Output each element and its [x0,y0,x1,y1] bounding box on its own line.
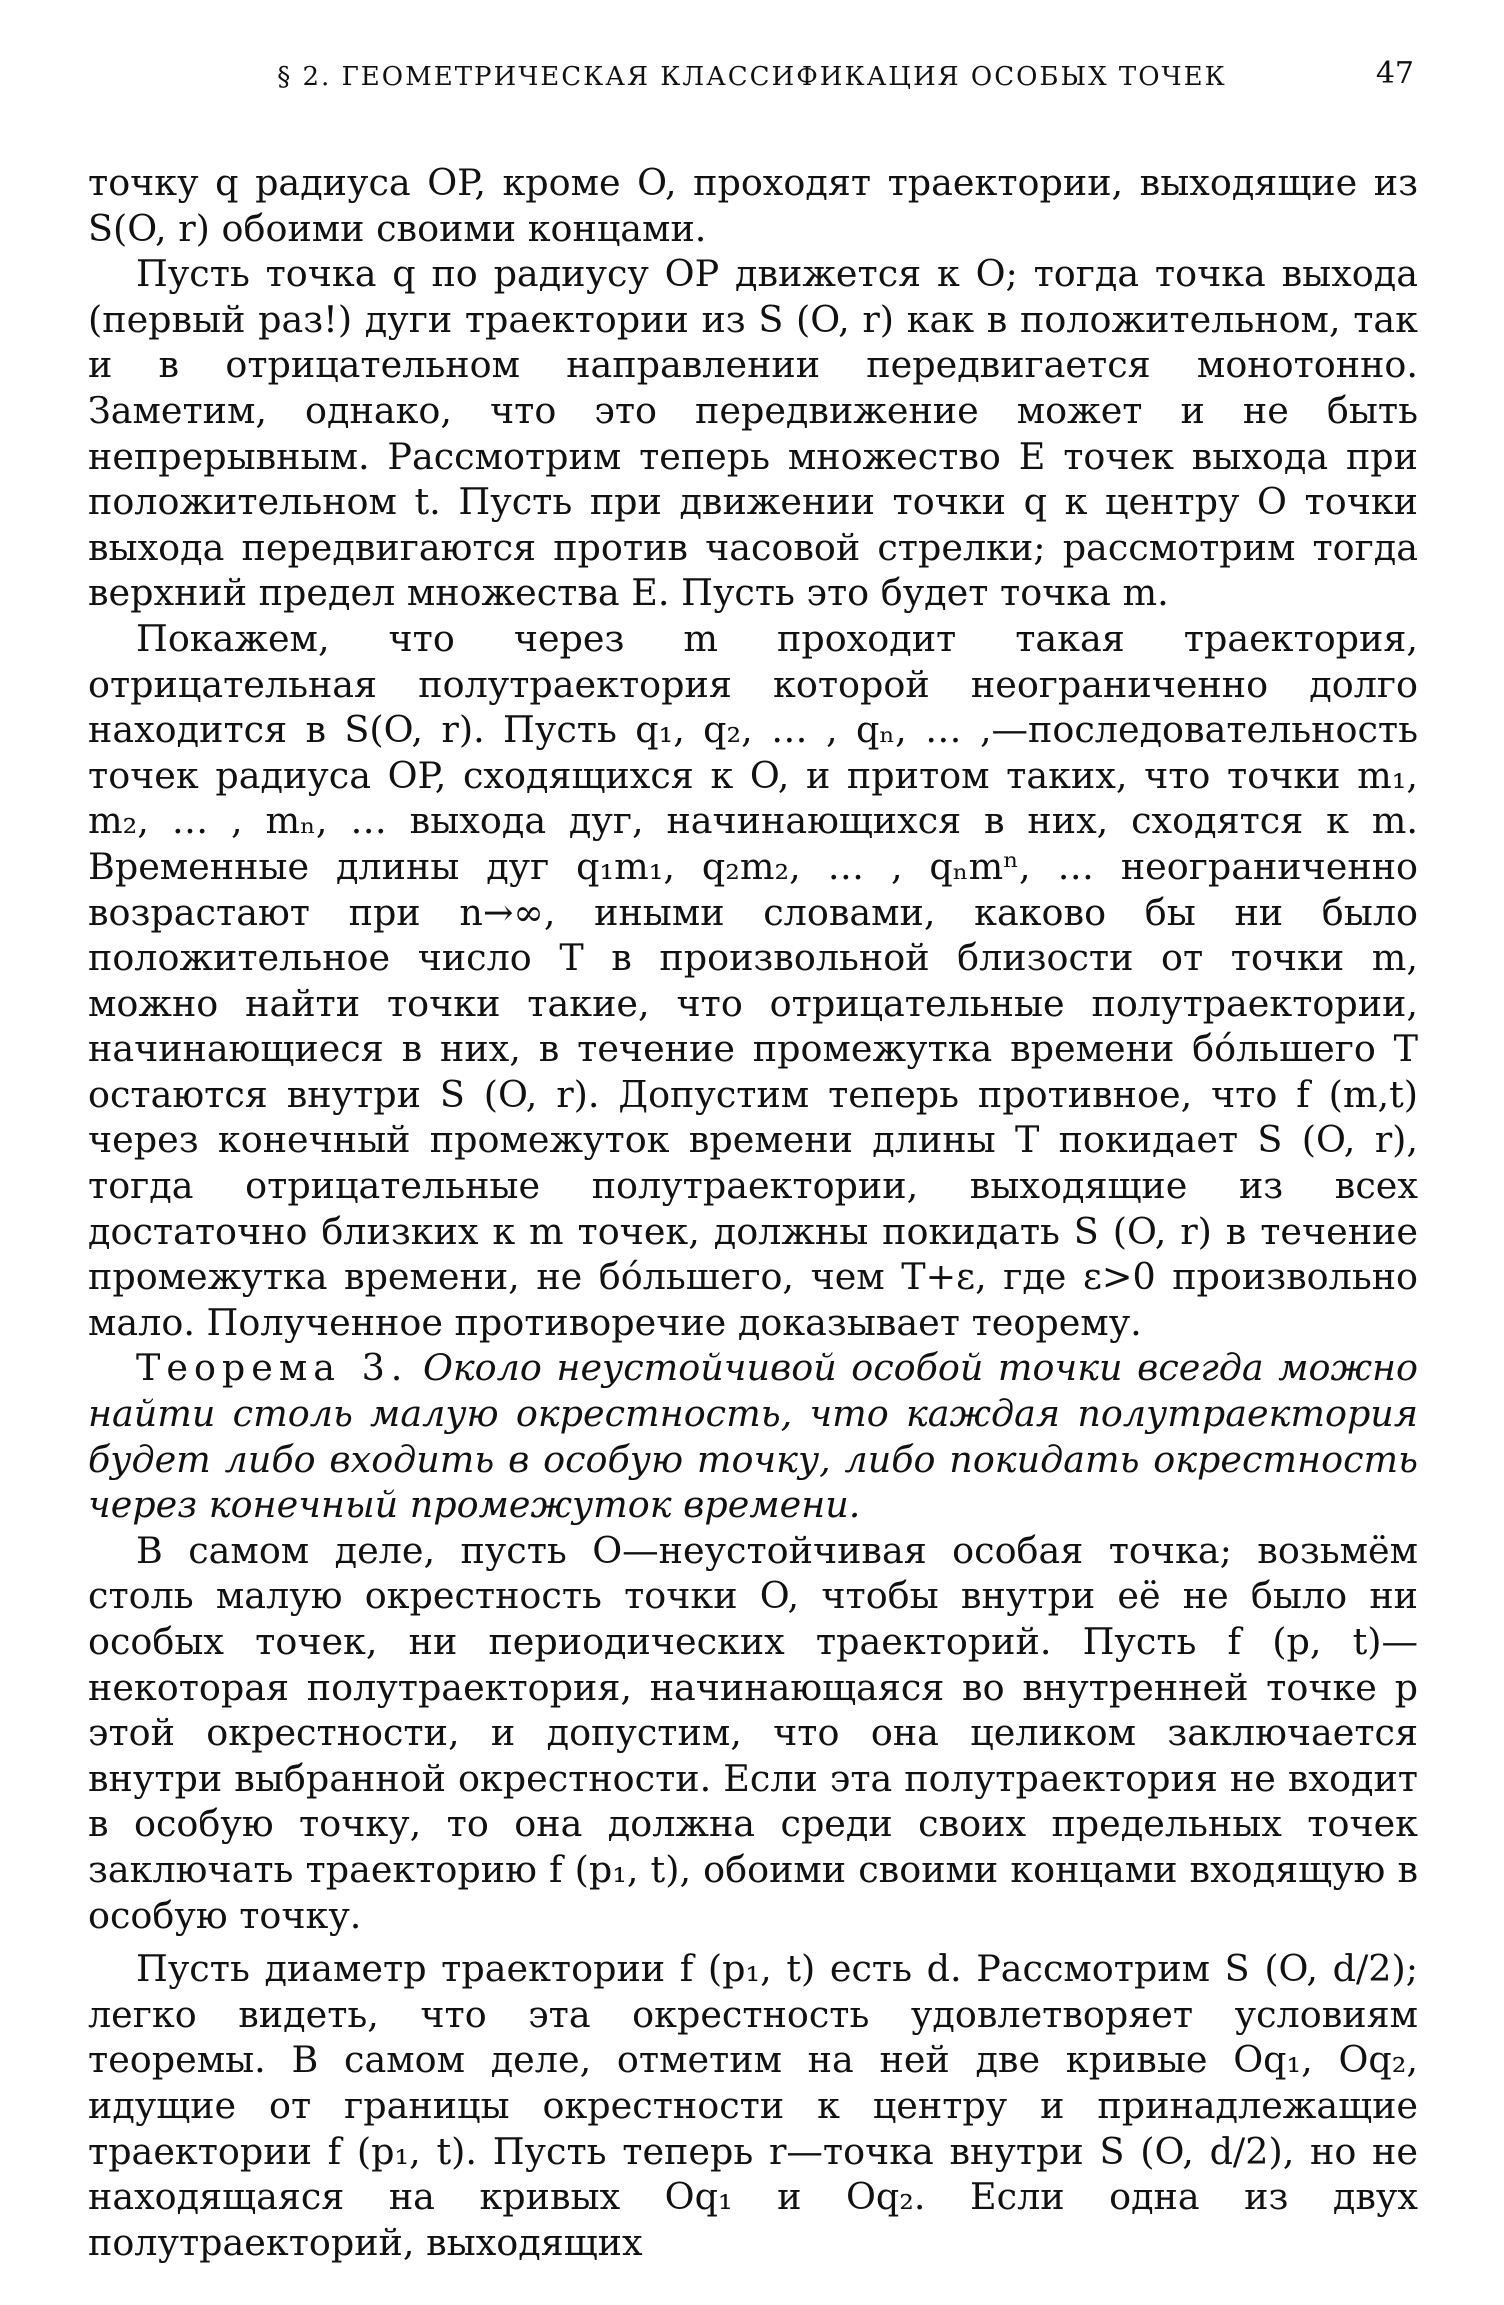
paragraph-exit-point: Пусть точка q по радиусу OP движется к O; тогда точка выхода (первый раз!) дуги траектории из S (O, r) как в положительном, так и в отрицательном направлении передвигается монотонно. Заметим, однако, что это передвижение может и не быть непрерывным. Рассмотрим теперь множество E точек выхода при положительном t. Пусть при движении точки q к центру O точки выхода передвигаются против часовой стрелки; рассмотрим тогда верхний предел множества E. Пусть это будет точка m. [88,252,1418,615]
theorem-statement: Около неустойчивой особой точки всегда можно найти столь малую окрестность, что каждая полутраектория будет либо входить в особую точку, либо покидать окрестность через конечный промежуток времени. [88,1346,1418,1527]
page-number: 47 [1375,56,1414,91]
page-body [88,160,1418,2265]
paragraph-theorem-proof: В самом деле, пусть O—неустойчивая особая точка; возьмём столь малую окрестность точки O, чтобы внутри её не было ни особых точек, ни периодических траекторий. Пусть f (p, t)—некоторая полутраектория, начинающаяся во внутренней точке p этой окрестности, и допустим, что она целиком заключается внутри выбранной окрестности. Если эта полутраектория не входит в особую точку, то она должна среди своих предельных точек заключать траекторию f (p₁, t), обоими своими концами входящую в особую точку. [88,1528,1418,1937]
theorem-label: Теорема 3. [136,1346,409,1390]
paragraph-diameter: Пусть диаметр траектории f (p₁, t) есть d. Рассмотрим S (O, d/2); легко видеть, что эта окрестность удовлетворяет условиям теоремы. В самом деле, отметим на ней две кривые Oq₁, Oq₂, идущие от границы окрестности к центру и принадлежащие траектории f (p₁, t). Пусть теперь r—точка внутри S (O, d/2), но не находящаяся на кривых Oq₁ и Oq₂. Если одна из двух полутраекторий, выходящих [88,1947,1418,2264]
chapter-section-title: § 2. ГЕОМЕТРИЧЕСКАЯ КЛАССИФИКАЦИЯ ОСОБЫХ ТОЧЕК [277,62,1227,92]
theorem-3 [88,1345,1418,1527]
paragraph-continuation: точку q радиуса OP, кроме O, проходят траектории, выходящие из S(O, r) обоими своими концами. [88,161,1418,250]
paragraph-proof: Покажем, что через m проходит такая траектория, отрицательная полутраектория которой неограниченно долго находится в S(O, r). Пусть q₁, q₂, … , qₙ, … ,—последовательность точек радиуса OP, сходящихся к O, и притом таких, что точки m₁, m₂, … , mₙ, … выхода дуг, начинающихся в них, сходятся к m. Временные длины дуг q₁m₁, q₂m₂, … , qₙmⁿ, … неограниченно возрастают при n→∞, иными словами, каково бы ни было положительное число T в произвольной близости от точки m, можно найти точки такие, что отрицательные полутраектории, начинающиеся в них, в течение промежутка времени бо́льшего T остаются внутри S (O, r). Допустим теперь противное, что f (m,t) через конечный промежуток времени длины T покидает S (O, r), тогда отрицательные полутраектории, выходящие из всех достаточно близких к m точек, должны покидать S (O, r) в течение промежутка времени, не бо́льшего, чем T+ε, где ε>0 произвольно мало. Полученное противоречие доказывает теорему. [88,616,1418,1344]
running-header [90,56,1414,102]
